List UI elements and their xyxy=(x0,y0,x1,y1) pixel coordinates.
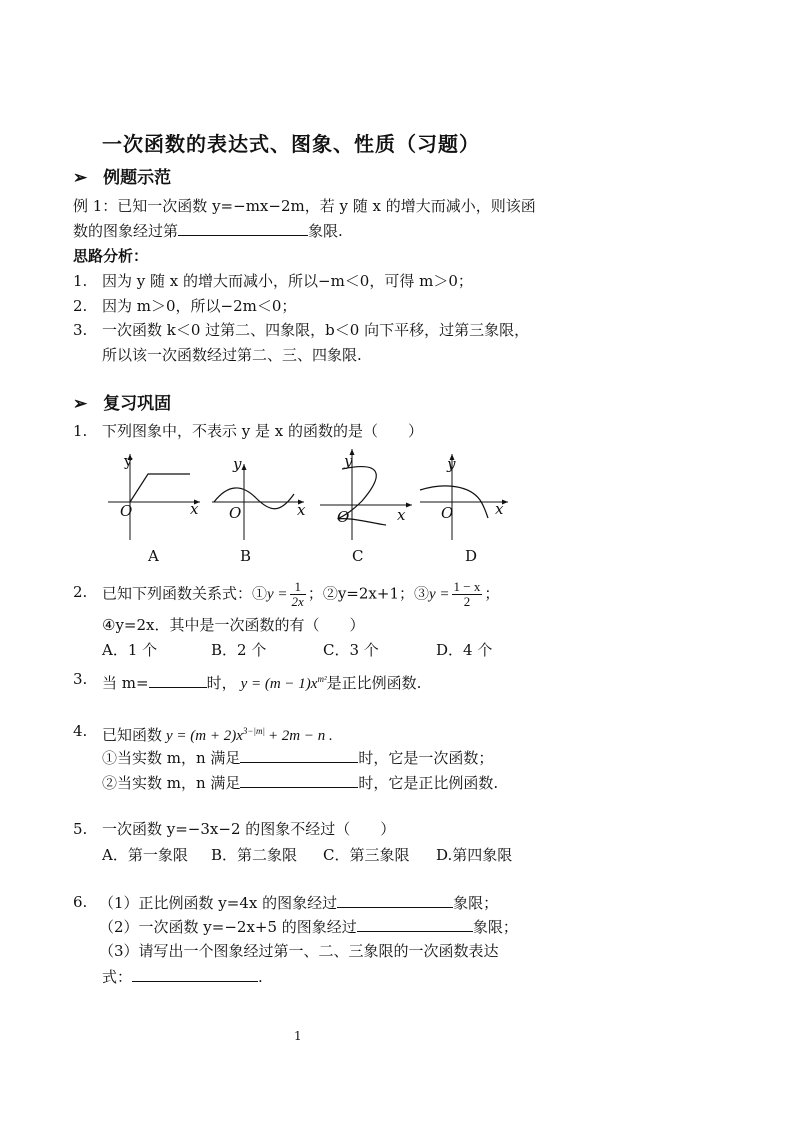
graph-a xyxy=(104,450,204,542)
axis-label-x: x xyxy=(190,500,199,518)
origin-label: O xyxy=(229,504,242,522)
answer-blank[interactable] xyxy=(149,672,207,688)
option-c[interactable]: C．3 个 xyxy=(323,641,379,659)
answer-blank[interactable] xyxy=(132,966,258,982)
option-d[interactable]: D．4 个 xyxy=(436,641,493,659)
example-line-1: 例 1：已知一次函数 y=−mx−2m，若 y 随 x 的增大而减小，则该函 xyxy=(73,197,536,215)
bullet-arrow-icon: ➢ xyxy=(73,394,88,414)
answer-blank[interactable] xyxy=(337,892,453,908)
option-label-a[interactable]: A xyxy=(148,547,159,565)
analysis-step: 1. 因为 y 随 x 的增大而减小，所以−m＜0，可得 m＞0； xyxy=(73,272,473,290)
answer-blank[interactable] xyxy=(357,916,473,932)
axis-label-y: y xyxy=(447,455,456,473)
question-4-sub-1: ①当实数 m，n 满足 时，它是一次函数； xyxy=(102,749,494,767)
question-6: 6. （1）正比例函数 y=4x 的图象经过 象限； xyxy=(73,893,499,912)
section-heading-example: ➢ 例题示范 xyxy=(73,168,172,188)
option-a[interactable]: A．1 个 xyxy=(102,641,158,659)
axis-label-y: y xyxy=(344,452,353,470)
analysis-step: 2. 因为 m＞0，所以−2m＜0； xyxy=(73,297,297,315)
axis-label-x: x xyxy=(495,500,504,518)
origin-label: O xyxy=(441,504,454,522)
question-6-part-2: （2）一次函数 y=−2x+5 的图象经过 象限； xyxy=(99,918,518,936)
option-label-c[interactable]: C xyxy=(352,547,364,565)
answer-blank[interactable] xyxy=(240,747,358,763)
option-label-d[interactable]: D xyxy=(465,547,478,565)
axis-label-x: x xyxy=(297,501,306,519)
axis-label-y: y xyxy=(124,452,133,470)
question-3: 3. 当 m= 时， $y = (m - 1)x^{m^2}$是正比例函数. xyxy=(73,670,422,692)
question-5: 5. 一次函数 y=−3x−2 的图象不经过（ ） xyxy=(73,820,396,838)
axis-label-x: x xyxy=(397,506,406,524)
question-4: 4. 已知函数 $y = (m + 2)x^{3-|m|} + 2m - n$ . xyxy=(73,722,333,744)
option-d[interactable]: D.第四象限 xyxy=(436,846,513,864)
question-1: 1. 下列图象中，不表示 y 是 x 的函数的是（ ） xyxy=(73,422,424,440)
analysis-heading: 思路分析： xyxy=(73,247,149,265)
option-label-b[interactable]: B xyxy=(240,547,252,565)
graph-b xyxy=(208,450,308,542)
option-a[interactable]: A．第一象限 xyxy=(102,846,188,864)
answer-blank[interactable] xyxy=(178,220,308,236)
origin-label: O xyxy=(337,508,350,526)
option-b[interactable]: B．第二象限 xyxy=(211,846,298,864)
example-line-2: 数的图象经过第 象限. xyxy=(73,222,343,240)
question-2: 2. 已知下列函数关系式：①y = $\frac{1}{2x}$ ；②y=2x+1；③y = $\frac{1 - x}{2}$ ； xyxy=(73,579,500,609)
origin-label: O xyxy=(120,502,133,520)
page-number: 1 xyxy=(294,1029,302,1043)
question-6-part-3-answer: 式： . xyxy=(102,968,263,986)
question-6-part-3: （3）请写出一个图象经过第一、二、三象限的一次函数表达 xyxy=(99,942,499,960)
answer-blank[interactable] xyxy=(240,772,358,788)
graph-c xyxy=(316,445,416,542)
page-title: 一次函数的表达式、图象、性质（习题） xyxy=(102,132,480,156)
analysis-step-continued: 所以该一次函数经过第二、三、四象限. xyxy=(102,346,362,364)
fraction: $\frac{1 - x}{2}$ xyxy=(453,579,481,609)
question-2-line-2: ④y=2x．其中是一次函数的有（ ） xyxy=(102,616,365,634)
question-4-sub-2: ②当实数 m，n 满足 时，它是正比例函数. xyxy=(102,774,499,792)
fraction: $\frac{1}{2x}$ xyxy=(291,579,304,609)
bullet-arrow-icon: ➢ xyxy=(73,168,88,188)
graph-d xyxy=(416,450,516,542)
analysis-step: 3. 一次函数 k＜0 过第二、四象限，b＜0 向下平移，过第三象限， xyxy=(73,321,530,339)
option-c[interactable]: C．第三象限 xyxy=(323,846,410,864)
section-heading-review: ➢ 复习巩固 xyxy=(73,394,172,414)
axis-label-y: y xyxy=(233,455,242,473)
option-b[interactable]: B．2 个 xyxy=(211,641,267,659)
